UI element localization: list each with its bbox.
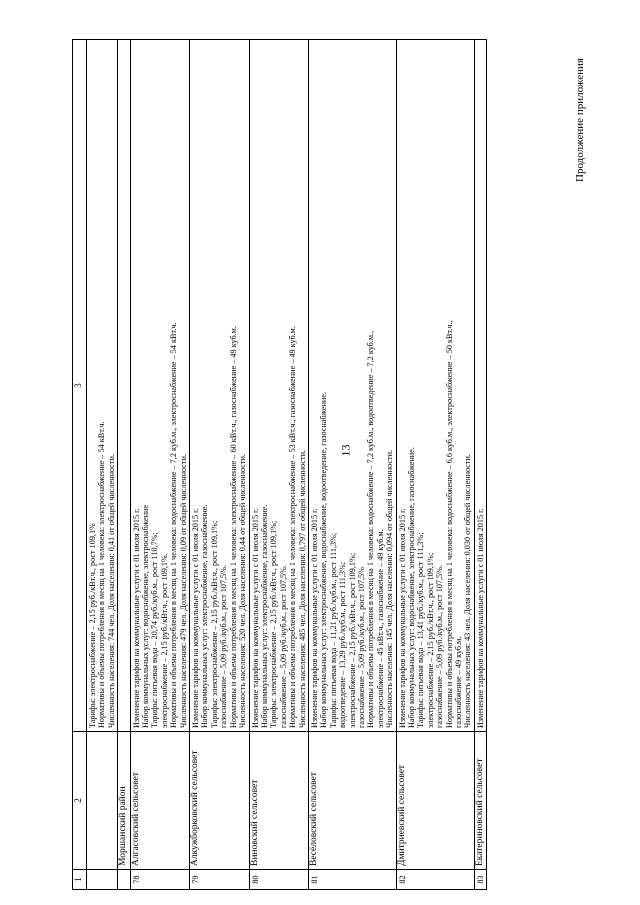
tariff-details: [396, 40, 474, 732]
settlement-name: Виновский сельсовет: [249, 732, 308, 870]
detail-line: электроснабжение – 2,15 руб./кВт.ч., рост 109,1%.: [159, 553, 169, 728]
district-row: [118, 40, 130, 890]
settlement-name: Алкужборковский сельсовет: [190, 732, 249, 870]
detail-line: Нормативы и объемы потребления в месяц на 1 человека: водоснабжение – 7,2 куб.м., электроснабжение – 54 кВт.ч.: [169, 322, 179, 728]
detail-line: Изменение тарифов на коммунальные услуги с 01 июля 2015 г.: [475, 508, 485, 728]
detail-line: Численность населения: 145 чел. Доля населения: 0,094 от общей численности.: [385, 449, 395, 728]
continued-line: Тарифы: электроснабжение – 2,15 руб./кВт.ч., рост 109,1%: [88, 523, 97, 728]
detail-line: газоснабжение – 5,09 руб./куб.м., рост 107,5%.: [278, 564, 288, 728]
detail-line: Численность населения: 520 чел. Доля населения: 0,44 от общей численности.: [238, 454, 248, 728]
district-name: Моршанский район: [118, 732, 130, 870]
tariff-details: [308, 40, 396, 732]
detail-line: газоснабжение – 49 куб.м.: [454, 636, 464, 728]
detail-line: Тарифы: питьевая вода – 20,74 руб./куб.м., рост 110,7%;: [150, 532, 160, 728]
detail-line: Тарифы: питьевая вода – 11,21 руб./куб.м., рост 111,3%;: [328, 532, 338, 728]
detail-line: Нормативы и объемы потребления в месяц на 1 человека: водоснабжение – 7,2 куб.м., водоотведение – 7,2 куб.м.,: [366, 330, 376, 728]
detail-line: Набор коммунальных услуг: электроснабжение, газоснабжение.: [200, 504, 210, 728]
detail-line: Нормативы и объемы потребления в месяц на 1 человека: электроснабжение – 53 кВт.ч., газоснабжение – 49 куб.м.: [288, 326, 298, 728]
table-row: [130, 40, 189, 890]
detail-line: Численность населения: 485 чел. Доля населения: 0,797 от общей численности.: [297, 449, 307, 728]
detail-line: Набор коммунальных услуг: электроснабжение, газоснабжение.: [259, 504, 269, 728]
detail-line: Набор коммунальных услуг: водоснабжение, электроснабжение: [141, 504, 151, 728]
tariff-details: [474, 40, 486, 732]
detail-line: Изменение тарифов на коммунальные услуги с 01 июля 2015 г.: [131, 508, 141, 728]
detail-line: Изменение тарифов на коммунальные услуги с 01 июля 2015 г.: [250, 508, 260, 728]
continued-line: Численность населения: 744 чел. Доля населения: 0,41 от общей численности.: [106, 454, 116, 728]
detail-line: электроснабжение – 45 кВт.ч., газоснабжение – 49 куб.м.: [375, 529, 385, 728]
settlement-name: Весёловский сельсовет: [308, 732, 396, 870]
detail-line: Набор коммунальных услуг: водоснабжение, электроснабжение, газоснабжение.: [407, 447, 416, 728]
detail-line: электроснабжение – 2,15 руб./кВт.ч., рост 109,1%;: [425, 552, 435, 728]
table-row: [474, 40, 486, 890]
row-number: 81: [308, 870, 396, 890]
detail-line: Нормативы и объемы потребления в месяц на 1 человека: электроснабжение – 60 кВт.ч., газоснабжение – 49 куб.м.: [228, 326, 238, 728]
detail-line: газоснабжение – 5,09 руб./куб.м., рост 107,5%.: [219, 564, 229, 728]
tariff-details: [130, 40, 189, 732]
detail-line: Набор коммунальных услуг: электроснабжение, водоснабжение, водоотведение, газоснабжение.: [319, 392, 329, 728]
table-row: [190, 40, 249, 890]
detail-line: водоотведение – 13,29 руб./куб.м., рост 111,3%;: [338, 561, 348, 728]
continued-line: Нормативы и объемы потребления в месяц на 1 человека: электроснабжение – 54 кВт.ч.: [97, 421, 107, 728]
row-number: 78: [130, 870, 189, 890]
header-col-2: 2: [73, 732, 87, 870]
tariff-details: [249, 40, 308, 732]
detail-line: электроснабжение – 2,15 руб./кВт.ч., рост 109,1%;: [347, 552, 357, 728]
detail-line: Тарифы: электроснабжение – 2,15 руб./кВт.ч., рост 109,1%;: [209, 520, 219, 728]
detail-line: Изменение тарифов на коммунальные услуги с 01 июля 2015 г.: [309, 508, 319, 728]
settlement-name: Дмитриевский сельсовет: [396, 732, 474, 870]
detail-line: Изменение тарифов на коммунальные услуги с 01 июля 2015 г.: [397, 508, 407, 728]
detail-line: Изменение тарифов на коммунальные услуги с 01 июля 2015 г.: [191, 508, 201, 728]
row-number: 79: [190, 870, 249, 890]
detail-line: Численность населения: 43 чел. Доля населения: 0,030 от общей численности.: [463, 454, 473, 728]
header-col-1: 1: [73, 870, 87, 890]
table-row: [396, 40, 474, 890]
row-number: 80: [249, 870, 308, 890]
detail-line: Тарифы: питьевая вода – 13,41 руб./куб.м., рост 111,3%;: [416, 532, 426, 728]
continued-cell: [87, 40, 118, 732]
page-number: 13: [338, 444, 353, 457]
table-row: [249, 40, 308, 890]
settlement-name: Екатериновский сельсовет: [474, 732, 486, 870]
row-number: 83: [474, 870, 486, 890]
detail-line: газоснабжение – 5,09 руб./куб.м., рост 107,5%.: [435, 564, 445, 728]
header-col-3: 3: [73, 40, 87, 732]
tariff-table: [72, 39, 487, 890]
row-number: 82: [396, 870, 474, 890]
rotated-table-wrapper: [72, 40, 592, 890]
settlement-name: Алгасовский сельсовет: [130, 732, 189, 870]
header-row: [73, 40, 87, 890]
detail-line: Численность населения: 479 чел. Доля населения: 0,09 от общей численности.: [178, 454, 188, 728]
continuation-label: Продолжение приложения: [574, 58, 586, 182]
continued-row: [87, 40, 118, 890]
detail-line: Нормативы и объемы потребления в месяц на 1 человека: водоснабжение – 6,6 куб.м., электроснабжение – 50 кВт.ч.,: [444, 320, 454, 728]
table-row: [308, 40, 396, 890]
detail-line: газоснабжение – 5,09 руб./куб.м., рост 107,5%: [356, 567, 366, 728]
tariff-details: [190, 40, 249, 732]
detail-line: Тарифы: электроснабжение – 2,15 руб./кВт.ч., рост 109,1%;: [269, 520, 279, 728]
